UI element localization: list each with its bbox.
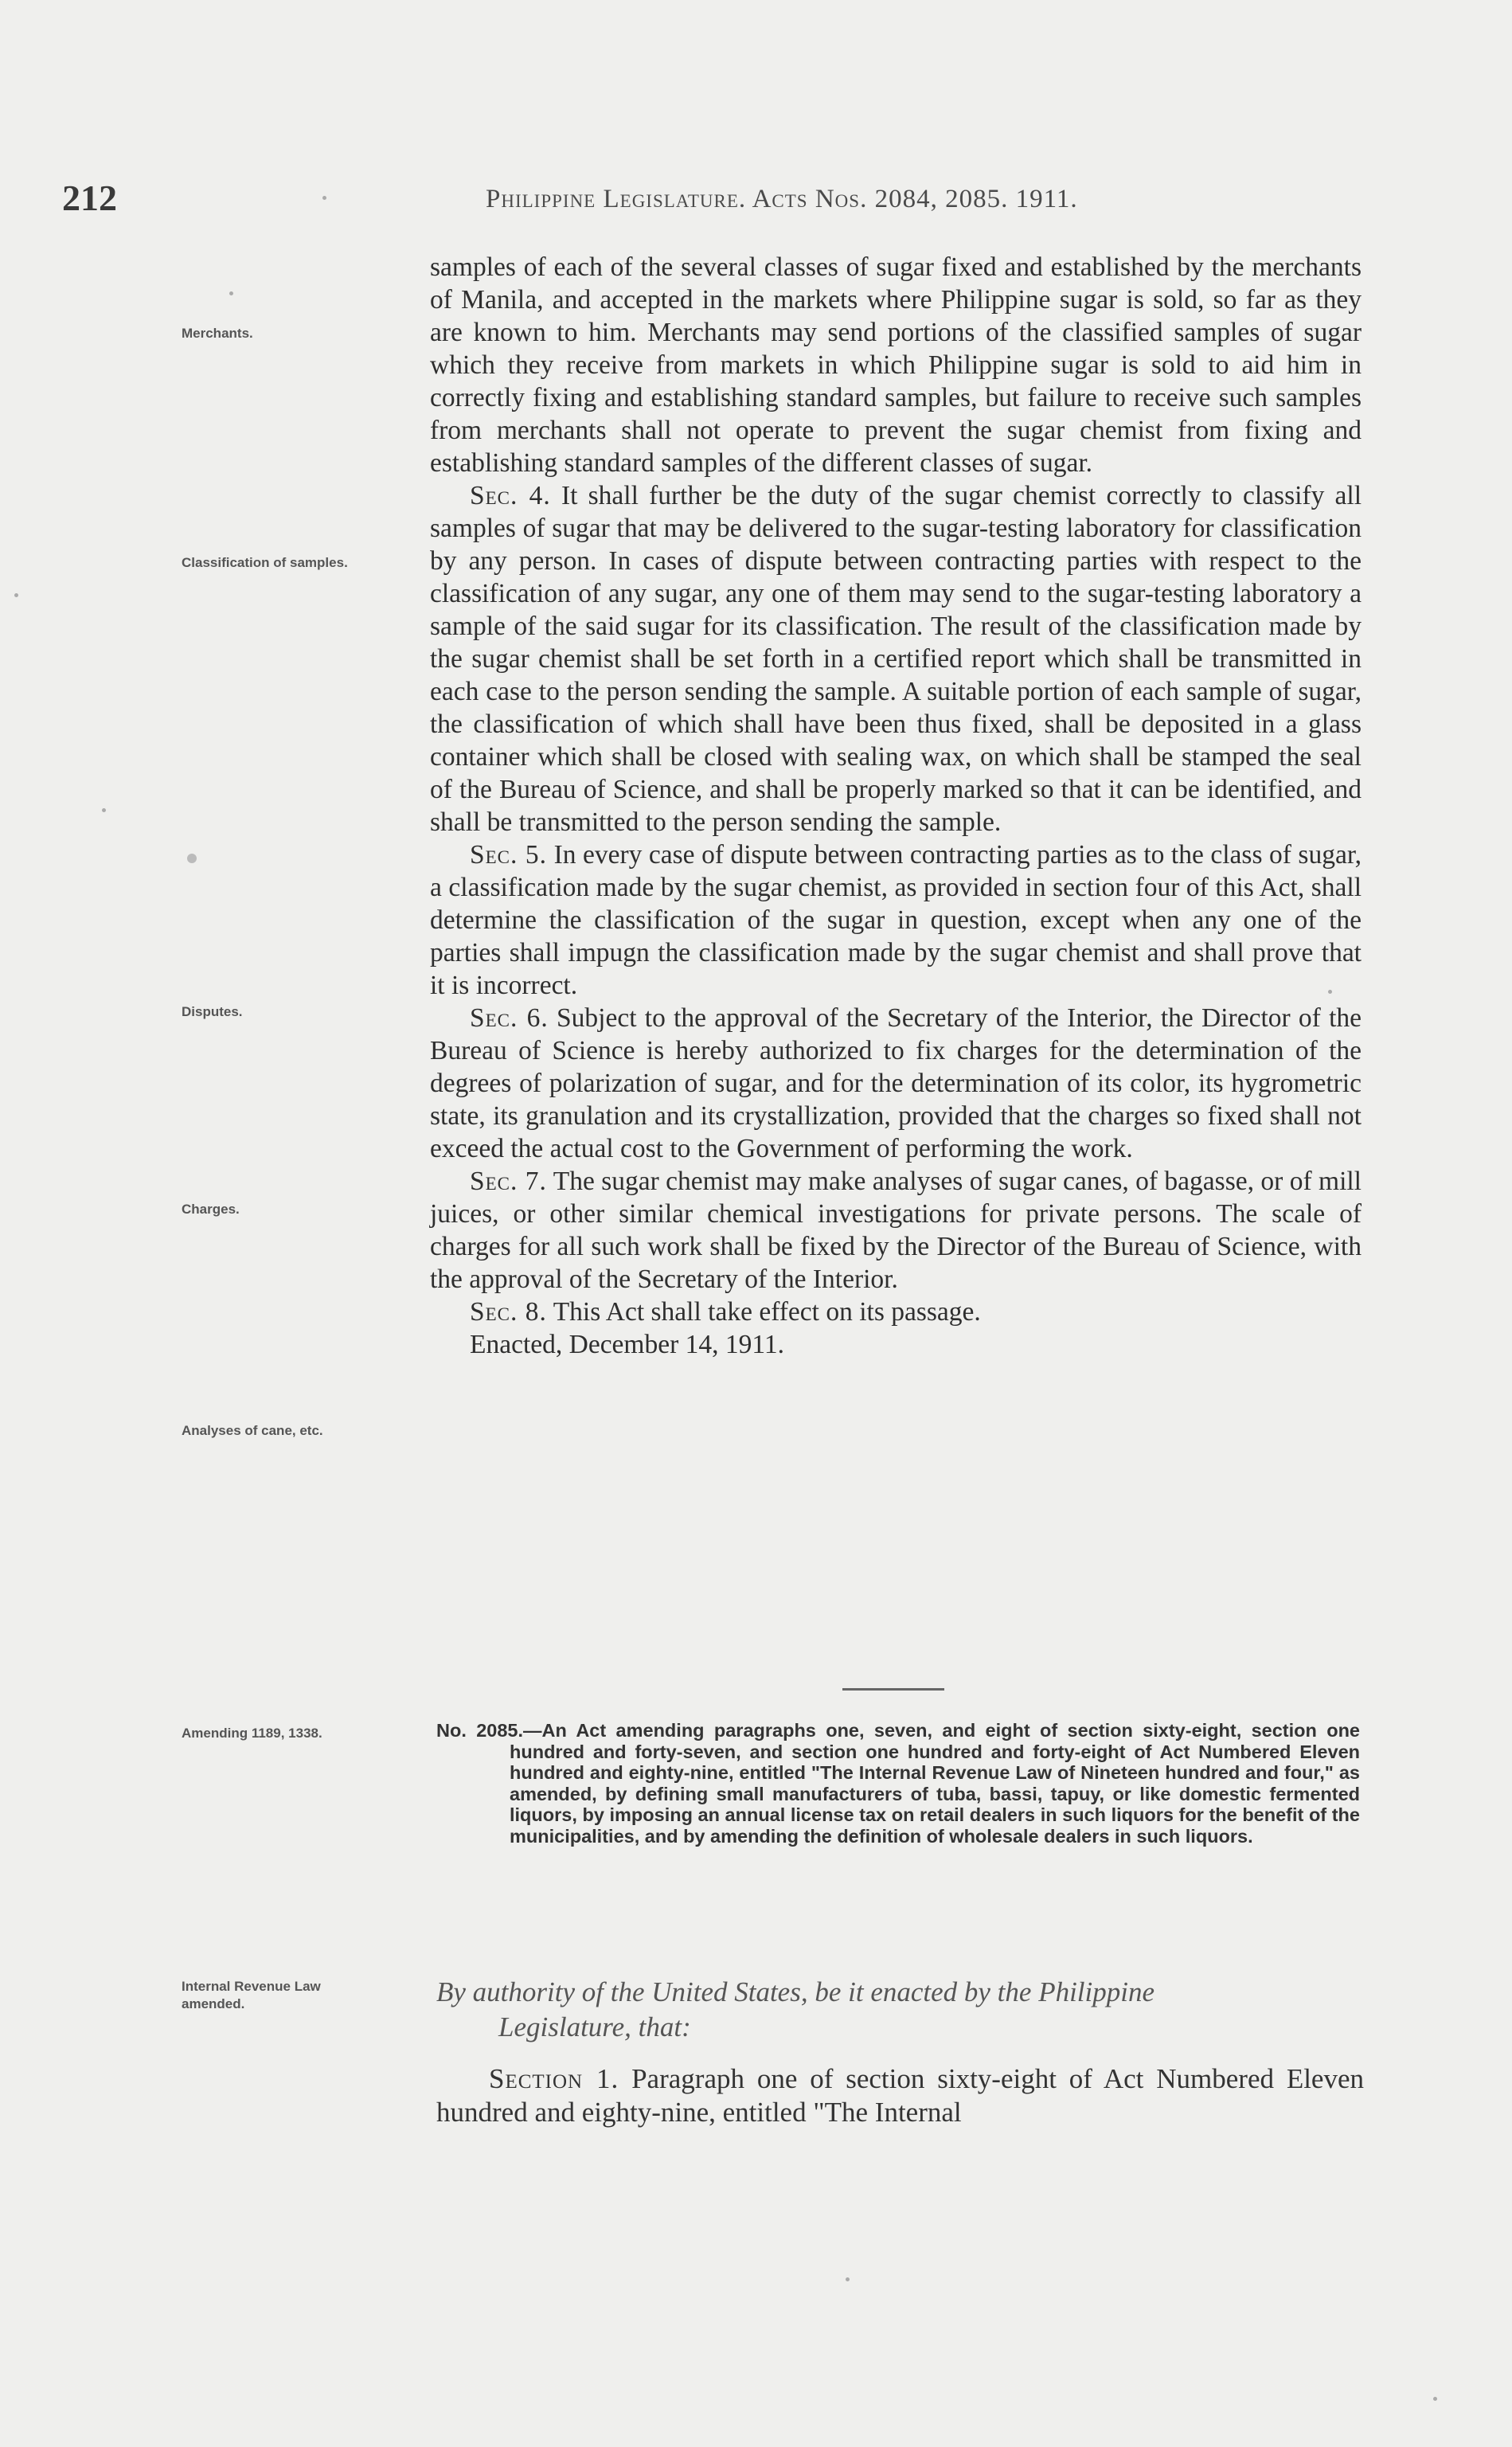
section-8-text: This Act shall take effect on its passage. [553, 1297, 981, 1327]
margin-note-internal-revenue: Internal Revenue Law amended. [182, 1979, 321, 2011]
section-6-text: Subject to the approval of the Secretary of the Interior, the Director of the Bureau of Science is hereby authorized to fix charges for the determination of the degrees of polarization of sugar, and for the determination of its color, its hygrometric state, its granulation and its crystallization, provided that the charges so fixed shall not exceed the actual cost to the Government of performing the work. [430, 1003, 1362, 1163]
page-number: 212 [62, 178, 117, 218]
section-4 [430, 479, 1362, 838]
scan-speck [1433, 2397, 1437, 2401]
enacting-line-2: Legislature, that: [498, 2011, 691, 2042]
scan-speck [14, 593, 18, 597]
section-5 [430, 838, 1362, 1002]
margin-note-disputes: Disputes. [182, 1004, 243, 1019]
running-head: Philippine Legislature. Acts Nos. 2084, 2085. 1911. [486, 185, 1078, 213]
act-2085-title [436, 1720, 1360, 1847]
scan-speck [102, 808, 106, 812]
section-8 [430, 1296, 1362, 1328]
scan-speck [322, 196, 326, 200]
section-1-paragraph [436, 2062, 1364, 2129]
section-divider [842, 1688, 944, 1691]
section-7-text: The sugar chemist may make analyses of sugar canes, of bagasse, or of mill juices, or other similar chemical investigations for private persons. The scale of charges for all such work shall be fixed by the Director of the Bureau of Science, with the approval of the Secretary of the Interior. [430, 1167, 1362, 1294]
section-4-label: Sec. 4. [470, 481, 551, 510]
scan-speck [1328, 990, 1332, 994]
enacting-line-1: By authority of the United States, be it enacted by the Philippine [436, 1976, 1155, 2007]
section-7-label: Sec. 7. [470, 1167, 547, 1196]
margin-note-classification: Classification of samples. [182, 555, 348, 570]
margin-note-analyses: Analyses of cane, etc. [182, 1423, 323, 1438]
section-6-label: Sec. 6. [470, 1003, 549, 1033]
continued-paragraph: samples of each of the several classes of sugar fixed and established by the merchants of Manila, and accepted in the markets where Philippine sugar is sold, so far as they are known to him. Merchants may send portions of the classified samples of sugar which they receive from markets in which Philippine sugar is sold to aid him in correctly fixing and establishing standard samples, but failure to receive such samples from merchants shall not operate to prevent the sugar chemist from fixing and establishing standard samples of the different classes of sugar. [430, 252, 1362, 478]
act-2084-body [430, 251, 1362, 1361]
margin-note-charges: Charges. [182, 1202, 240, 1217]
scan-speck [846, 2277, 850, 2281]
enacting-clause [436, 1975, 1360, 2045]
scan-speck [187, 854, 197, 863]
scan-speck [229, 291, 233, 295]
margin-note-merchants: Merchants. [182, 326, 253, 341]
section-5-text: In every case of dispute between contracting parties as to the class of sugar, a classification made by the sugar chemist, as provided in section four of this Act, shall determine the classification of the sugar in question, except when any one of the parties shall impugn the classification made by the sugar chemist and shall prove that it is incorrect. [430, 840, 1362, 1000]
section-6 [430, 1002, 1362, 1165]
act-2085-section-1 [436, 2062, 1364, 2129]
enacted-date: Enacted, December 14, 1911. [470, 1330, 785, 1359]
section-5-label: Sec. 5. [470, 840, 548, 870]
section-4-text: It shall further be the duty of the sugar chemist correctly to classify all samples of sugar that may be delivered to the sugar-testing laboratory for classification by any person. In cases of dispute between contracting parties with respect to the classification of any sugar, any one of them may send to the sugar-testing laboratory a sample of the said sugar for its classification. The result of the classification made by the sugar chemist shall be set forth in a certified report which shall be transmitted in each case to the person sending the sample. A suitable portion of each sample of sugar, the classification of which shall have been thus fixed, shall be deposited in a glass container which shall be closed with sealing wax, on which shall be stamped the seal of the Bureau of Science, and shall be properly marked so that it can be identified, and shall be transmitted to the person sending the sample. [430, 481, 1362, 837]
section-1-label: Section 1. [489, 2063, 619, 2094]
act-2085-title-text: No. 2085.—An Act amending paragraphs one, seven, and eight of section sixty-eight, section one hundred and forty-seven, and section one hundred and forty-eight of Act Numbered Eleven hundred and eighty-nine, entitled "The Internal Revenue Law of Nineteen hundred and four," as amended, by defining small manufacturers of tuba, bassi, tapuy, or like domestic fermented liquors, by imposing an annual license tax on retail dealers in such liquors for the benefit of the municipalities, and by amending the definition of wholesale dealers in such liquors. [436, 1720, 1360, 1847]
section-1-text: Paragraph one of section sixty-eight of Act Numbered Eleven hundred and eighty-nine, entitled "The Internal [436, 2063, 1365, 2128]
margin-note-amending: Amending 1189, 1338. [182, 1726, 322, 1741]
section-8-label: Sec. 8. [470, 1297, 547, 1327]
section-7 [430, 1165, 1362, 1296]
